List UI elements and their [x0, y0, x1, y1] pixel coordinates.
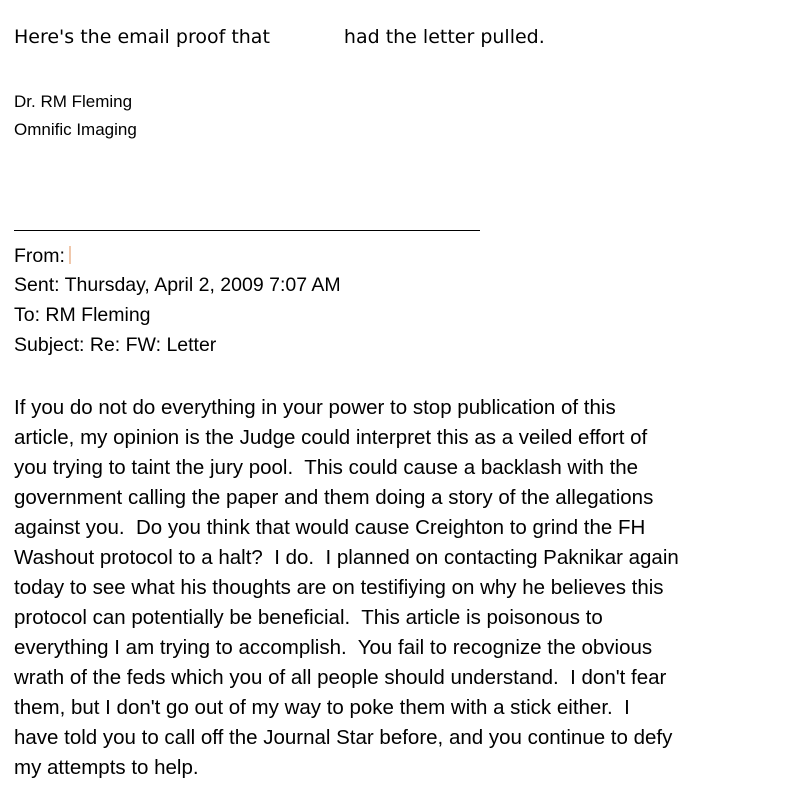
email-body-line: have told you to call off the Journal Star before, and you continue to defy — [14, 726, 673, 749]
email-body — [14, 393, 774, 783]
email-body-line: wrath of the feds which you of all people should understand. I don't fear — [14, 666, 667, 689]
email-body-line: today to see what his thoughts are on testifiying on why he believes this — [14, 576, 664, 599]
email-body-line: against you. Do you think that would cause Creighton to grind the FH — [14, 516, 646, 539]
signature-organization: Omnific Imaging — [14, 120, 137, 139]
email-body-line: everything I am trying to accomplish. You fail to recognize the obvious — [14, 636, 653, 659]
email-body-line: them, but I don't go out of my way to poke them with a stick either. I — [14, 696, 630, 719]
email-body-line: you trying to taint the jury pool. This could cause a backlash with the — [14, 456, 639, 479]
intro-text-after: had the letter pulled. — [343, 26, 545, 48]
header-subject: Subject: Re: FW: Letter — [14, 334, 217, 356]
header-from — [14, 243, 71, 269]
intro-text-before: Here's the email proof that — [14, 26, 270, 48]
header-sent: Sent: Thursday, April 2, 2009 7:07 AM — [14, 274, 341, 296]
email-body-line: Washout protocol to a halt? I do. I planned on contacting Paknikar again — [14, 546, 679, 569]
email-body-line: government calling the paper and them doing a story of the allegations — [14, 486, 654, 509]
email-body-line: my attempts to help. — [14, 756, 199, 779]
email-body-line: If you do not do everything in your power to stop publication of this — [14, 396, 616, 419]
signature-name: Dr. RM Fleming — [14, 92, 133, 111]
header-divider — [14, 230, 480, 231]
header-from-label: From: — [14, 245, 65, 267]
email-body-line: article, my opinion is the Judge could interpret this as a veiled effort of — [14, 426, 648, 449]
email-body-line: protocol can potentially be beneficial. This article is poisonous to — [14, 606, 603, 629]
redacted-sender-mark — [69, 246, 71, 264]
header-to: To: RM Fleming — [14, 304, 151, 326]
intro-line — [14, 24, 545, 50]
